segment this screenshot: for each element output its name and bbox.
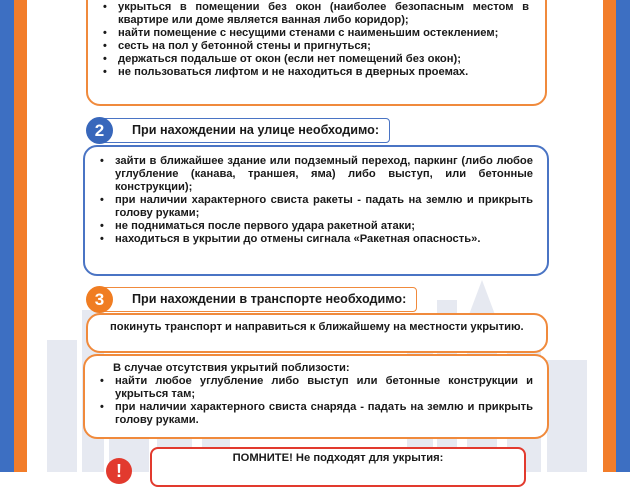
section-3-number-badge	[86, 286, 113, 313]
section-3-instruction-box	[86, 313, 548, 353]
list-item: • найти любое углубление либо выступ или бетонные конструкции и укрыться там;	[97, 375, 533, 401]
section-3-no-shelter-box	[83, 354, 549, 439]
remember-box	[150, 447, 526, 487]
list-item: • найти помещение с несущими стенами с наименьшим остеклением;	[100, 27, 529, 40]
list-item: • зайти в ближайшее здание или подземный переход, паркинг (либо любое углубление (канава, траншея, яма) либо выступ, или бетонные конструкции);	[97, 155, 533, 194]
section-2-number-badge	[86, 117, 113, 144]
list-item: • не пользоваться лифтом и не находиться в дверных проемах.	[100, 66, 529, 79]
section-2-box	[83, 145, 549, 276]
list-item: • держаться подальше от окон (если нет помещений без окон);	[100, 53, 529, 66]
list-item: • укрыться в помещении без окон (наиболее безопасным местом в квартире или доме является ванная либо коридор);	[100, 1, 529, 27]
no-shelter-title: В случае отсутствия укрытий поблизости:	[113, 362, 350, 374]
list-item: • не подниматься после первого удара ракетной атаки;	[97, 220, 533, 233]
list-item: • находиться в укрытии до отмены сигнала «Ракетная опасность».	[97, 233, 533, 246]
right-orange-stripe	[603, 0, 616, 472]
warning-exclamation-icon	[106, 458, 132, 484]
left-orange-stripe	[14, 0, 27, 472]
section-3-instruction: покинуть транспорт и направиться к ближайшему на местности укрытию.	[110, 321, 524, 333]
section-2-list	[97, 155, 533, 246]
right-blue-stripe	[616, 0, 630, 472]
warning-icon-glyph: !	[116, 461, 122, 481]
section-2-title: При нахождении на улице необходимо:	[132, 123, 380, 137]
section-3-header	[100, 287, 417, 312]
section-3-number: 3	[94, 290, 105, 309]
section-3-title: При нахождении в транспорте необходимо:	[132, 292, 407, 306]
remember-title: ПОМНИТЕ! Не подходят для укрытия:	[232, 452, 444, 464]
list-item: • при наличии характерного свиста ракеты - падать на землю и прикрыть голову руками;	[97, 194, 533, 220]
section-2-header	[100, 118, 390, 143]
section-1-box	[86, 0, 547, 106]
section-3-list	[97, 375, 533, 427]
list-item: • сесть на пол у бетонной стены и пригнуться;	[100, 40, 529, 53]
left-blue-stripe	[0, 0, 14, 472]
section-2-number: 2	[94, 121, 105, 140]
list-item: • при наличии характерного свиста снаряда - падать на землю и прикрыть голову руками.	[97, 401, 533, 427]
section-1-list	[100, 1, 529, 79]
